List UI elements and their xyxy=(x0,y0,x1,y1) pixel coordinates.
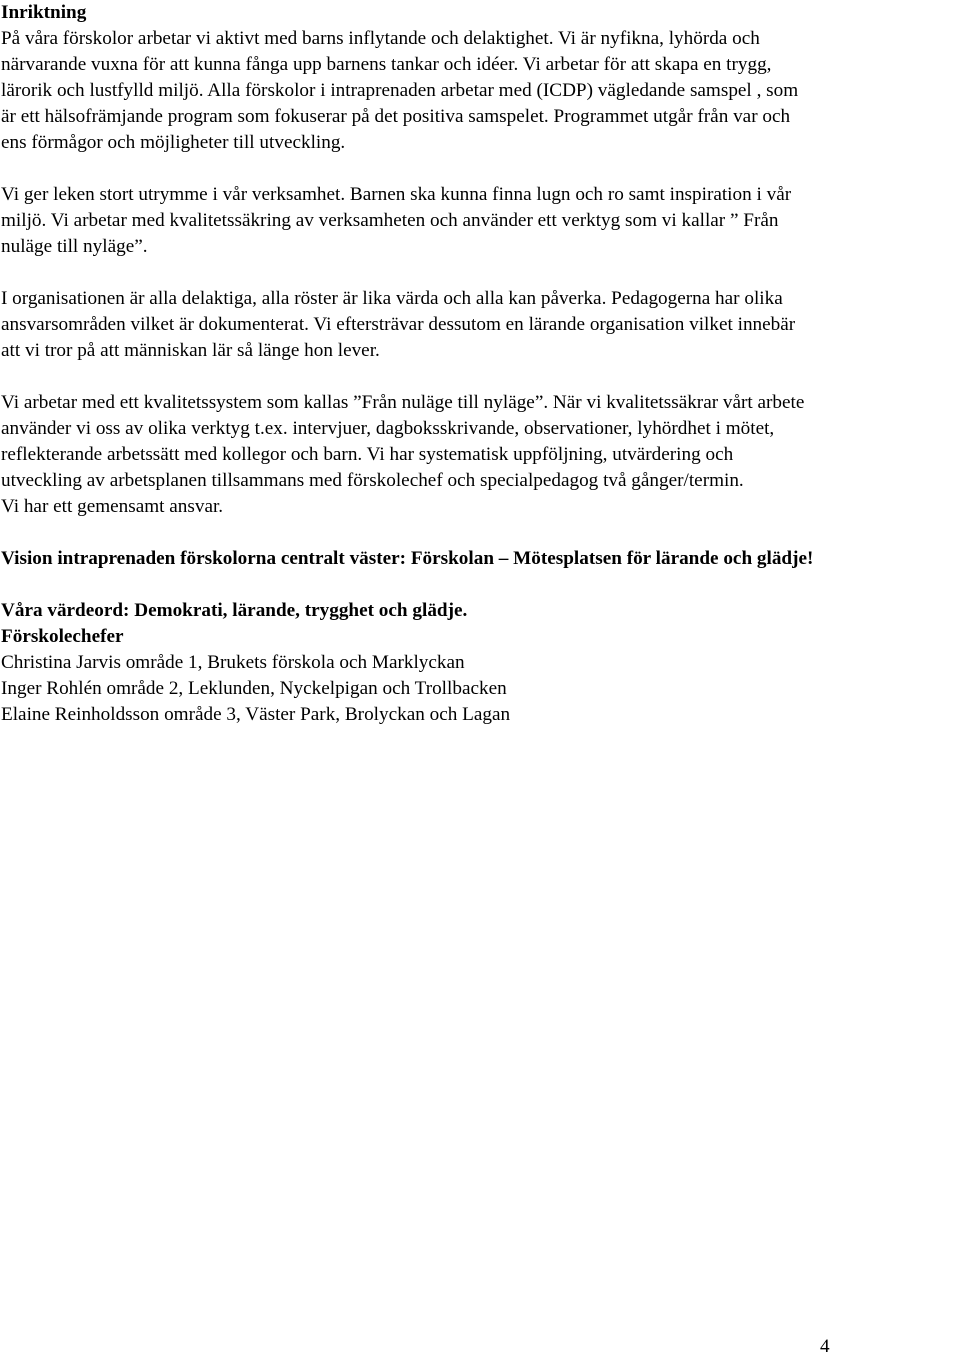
managers-list xyxy=(1,650,951,728)
text-line: att vi tror på att människan lär så länge hon lever. xyxy=(1,340,380,361)
page-number: 4 xyxy=(820,1336,830,1357)
manager-entry: Christina Jarvis område 1, Brukets förskola och Marklyckan xyxy=(1,652,465,673)
paragraph-spacer xyxy=(1,364,951,390)
text-line: På våra förskolor arbetar vi aktivt med barns inflytande och delaktighet. Vi är nyfikna, lyhörda och xyxy=(1,28,760,49)
text-line: Vi har ett gemensamt ansvar. xyxy=(1,496,224,517)
managers-heading: Förskolechefer xyxy=(1,626,124,647)
text-line: lärorik och lustfylld miljö. Alla förskolor i intraprenaden arbetar med (ICDP) vägledande samspel , som xyxy=(1,80,799,101)
text-line: ansvarsområden vilket är dokumenterat. Vi eftersträvar dessutom en lärande organisation vilket innebär xyxy=(1,314,796,335)
text-line: I organisationen är alla delaktiga, alla röster är lika värda och alla kan påverka. Pedagogerna har olika xyxy=(1,288,783,309)
manager-entry: Elaine Reinholdsson område 3, Väster Park, Brolyckan och Lagan xyxy=(1,704,511,725)
text-line: utveckling av arbetsplanen tillsammans med förskolechef och specialpedagog två gånger/termin. xyxy=(1,470,744,491)
paragraph-organisation xyxy=(1,286,951,364)
paragraph-kvalitetssystem xyxy=(1,390,951,520)
paragraph-spacer xyxy=(1,260,951,286)
text-line: använder vi oss av olika verktyg t.ex. intervjuer, dagboksskrivande, observationer, lyhördhet i mötet, xyxy=(1,418,775,439)
section-heading: Inriktning xyxy=(1,2,87,23)
vision-statement: Vision intraprenaden förskolorna centralt väster: Förskolan – Mötesplatsen för lärande och glädje! xyxy=(1,548,814,569)
text-line: ens förmågor och möjligheter till utveckling. xyxy=(1,132,346,153)
text-line: miljö. Vi arbetar med kvalitetssäkring av verksamheten och använder ett verktyg som vi kallar ” Från xyxy=(1,210,779,231)
text-line: nuläge till nyläge”. xyxy=(1,236,148,257)
text-line: är ett hälsofrämjande program som fokuserar på det positiva samspelet. Programmet utgår från var och xyxy=(1,106,791,127)
text-line: närvarande vuxna för att kunna fånga upp barnens tankar och idéer. Vi arbetar för att skapa en trygg, xyxy=(1,54,772,75)
text-line: Vi ger leken stort utrymme i vår verksamhet. Barnen ska kunna finna lugn och ro samt inspiration i vår xyxy=(1,184,792,205)
text-line: reflekterande arbetssätt med kollegor och barn. Vi har systematisk uppföljning, utvärdering och xyxy=(1,444,734,465)
text-line: Vi arbetar med ett kvalitetssystem som kallas ”Från nuläge till nyläge”. När vi kvalitetssäkrar vårt arbete xyxy=(1,392,805,413)
paragraph-spacer xyxy=(1,156,951,182)
paragraph-inriktning xyxy=(1,26,951,156)
paragraph-spacer xyxy=(1,520,951,546)
paragraph-leken xyxy=(1,182,951,260)
values-statement: Våra värdeord: Demokrati, lärande, trygghet och glädje. xyxy=(1,600,468,621)
manager-entry: Inger Rohlén område 2, Leklunden, Nyckelpigan och Trollbacken xyxy=(1,678,507,699)
paragraph-spacer xyxy=(1,572,951,598)
document-body xyxy=(1,0,951,728)
